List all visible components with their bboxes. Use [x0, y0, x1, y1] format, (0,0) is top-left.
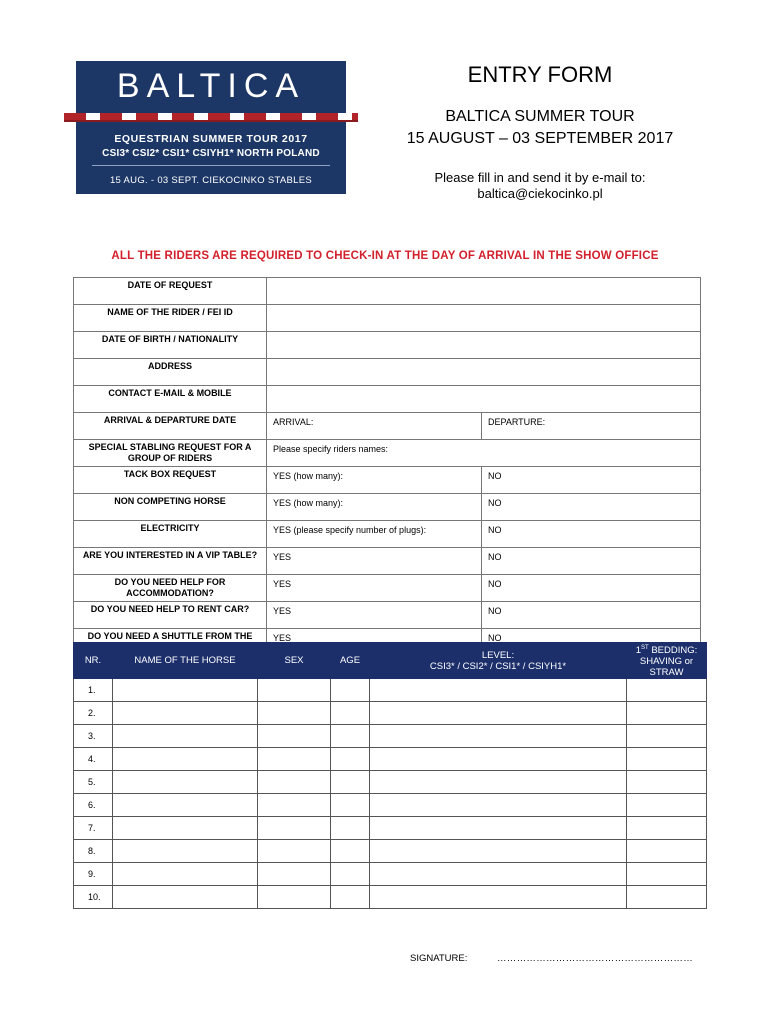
horse-row-number: 7. — [74, 817, 113, 840]
info-row — [74, 278, 701, 305]
info-row-label: DO YOU NEED A SHUTTLE FROM THE — [74, 629, 267, 656]
horse-sex-cell[interactable] — [258, 679, 331, 702]
col-sex: SEX — [258, 643, 331, 679]
horse-age-cell[interactable] — [331, 863, 370, 886]
info-row-label: ADDRESS — [74, 359, 267, 386]
horse-bedding-cell[interactable] — [627, 863, 707, 886]
horse-row-number: 5. — [74, 771, 113, 794]
col-level-line-2: CSI3* / CSI2* / CSI1* / CSIYH1* — [429, 660, 567, 672]
horse-row-number: 1. — [74, 679, 113, 702]
col-bedding-label: BEDDING: — [648, 645, 698, 657]
horse-name-cell[interactable] — [113, 725, 258, 748]
info-row-label: ARRIVAL & DEPARTURE DATE — [74, 413, 267, 440]
horse-bedding-cell[interactable] — [627, 679, 707, 702]
horse-sex-cell[interactable] — [258, 771, 331, 794]
horse-level-cell[interactable] — [370, 725, 627, 748]
logo-divider — [92, 165, 330, 166]
horse-bedding-cell[interactable] — [627, 817, 707, 840]
horse-name-cell[interactable] — [113, 886, 258, 909]
info-row-label: DO YOU NEED HELP TO RENT CAR? — [74, 602, 267, 629]
horse-level-cell[interactable] — [370, 748, 627, 771]
horse-name-cell[interactable] — [113, 702, 258, 725]
info-row-option-a[interactable]: YES — [267, 629, 482, 656]
info-row-label: TACK BOX REQUEST — [74, 467, 267, 494]
horse-row — [74, 702, 707, 725]
info-row-label: CONTACT E-MAIL & MOBILE — [74, 386, 267, 413]
horse-name-cell[interactable] — [113, 679, 258, 702]
horse-level-cell[interactable] — [370, 817, 627, 840]
info-row-input[interactable] — [267, 305, 701, 332]
check-in-notice: ALL THE RIDERS ARE REQUIRED TO CHECK-IN AT THE DAY OF ARRIVAL IN THE SHOW OFFICE — [111, 250, 659, 262]
horse-name-cell[interactable] — [113, 794, 258, 817]
col-bedding-line-2: SHAVING or — [639, 656, 694, 668]
horse-name-cell[interactable] — [113, 863, 258, 886]
rider-info-table — [73, 277, 701, 656]
tour-name: BALTICA SUMMER TOUR — [445, 108, 635, 125]
form-title: ENTRY FORM — [467, 62, 613, 87]
horse-bedding-cell[interactable] — [627, 886, 707, 909]
info-row-label: SPECIAL STABLING REQUEST FOR A GROUP OF RIDERS — [74, 440, 267, 467]
horses-header-row — [74, 643, 707, 679]
info-row-option-b[interactable]: NO — [482, 602, 701, 629]
info-row-option-a[interactable]: YES (how many): — [267, 494, 482, 521]
horse-sex-cell[interactable] — [258, 748, 331, 771]
horse-age-cell[interactable] — [331, 794, 370, 817]
info-row-option-a[interactable]: ARRIVAL: — [267, 413, 482, 440]
horse-row-number: 10. — [74, 886, 113, 909]
horse-age-cell[interactable] — [331, 817, 370, 840]
horse-row — [74, 679, 707, 702]
horse-name-cell[interactable] — [113, 817, 258, 840]
horse-age-cell[interactable] — [331, 725, 370, 748]
info-row — [74, 359, 701, 386]
info-row — [74, 575, 701, 602]
col-age: AGE — [331, 643, 370, 679]
horse-level-cell[interactable] — [370, 702, 627, 725]
horse-level-cell[interactable] — [370, 886, 627, 909]
info-row-option-a[interactable]: YES (how many): — [267, 467, 482, 494]
horse-row-number: 8. — [74, 840, 113, 863]
horse-level-cell[interactable] — [370, 863, 627, 886]
col-bedding-num: 1 — [635, 645, 642, 657]
horse-row-number: 2. — [74, 702, 113, 725]
horse-bedding-cell[interactable] — [627, 702, 707, 725]
horse-bedding-cell[interactable] — [627, 771, 707, 794]
info-row-label: NAME OF THE RIDER / FEI ID — [74, 305, 267, 332]
info-row-input[interactable] — [267, 332, 701, 359]
horse-bedding-cell[interactable] — [627, 725, 707, 748]
info-row — [74, 602, 701, 629]
info-row-option-b[interactable]: NO — [482, 521, 701, 548]
info-row-option-a[interactable]: YES — [267, 602, 482, 629]
info-row-input[interactable] — [267, 278, 701, 305]
horse-row — [74, 863, 707, 886]
horse-level-cell[interactable] — [370, 840, 627, 863]
instruction-text: Please fill in and send it by e-mail to: — [434, 170, 646, 185]
horse-row-number: 6. — [74, 794, 113, 817]
logo-line-2: CSI3* CSI2* CSI1* CSIYH1* NORTH POLAND — [102, 148, 320, 159]
horse-row — [74, 886, 707, 909]
horse-level-cell[interactable] — [370, 771, 627, 794]
info-row-label: NON COMPETING HORSE — [74, 494, 267, 521]
tour-dates: 15 AUGUST – 03 SEPTEMBER 2017 — [406, 130, 674, 147]
baltica-logo — [76, 61, 346, 194]
info-row-option-b[interactable]: NO — [482, 467, 701, 494]
horse-age-cell[interactable] — [331, 679, 370, 702]
horse-bedding-cell[interactable] — [627, 794, 707, 817]
horse-row-number: 3. — [74, 725, 113, 748]
horse-row-number: 4. — [74, 748, 113, 771]
horse-row-number: 9. — [74, 863, 113, 886]
col-horse-name: NAME OF THE HORSE — [113, 643, 258, 679]
horse-name-cell[interactable] — [113, 771, 258, 794]
info-row — [74, 332, 701, 359]
info-row-option-b[interactable]: NO — [482, 548, 701, 575]
horse-sex-cell[interactable] — [258, 863, 331, 886]
signature-label: SIGNATURE: — [410, 953, 468, 964]
info-row — [74, 413, 701, 440]
info-row — [74, 548, 701, 575]
info-row-option-b[interactable]: NO — [482, 494, 701, 521]
logo-wordmark: BALTICA — [116, 67, 306, 105]
info-row-label: DATE OF REQUEST — [74, 278, 267, 305]
horse-sex-cell[interactable] — [258, 886, 331, 909]
col-bedding — [627, 643, 707, 679]
horse-age-cell[interactable] — [331, 771, 370, 794]
horse-row — [74, 725, 707, 748]
horse-bedding-cell[interactable] — [627, 748, 707, 771]
info-row — [74, 467, 701, 494]
info-row — [74, 440, 701, 467]
info-row-label: ELECTRICITY — [74, 521, 267, 548]
horse-row — [74, 794, 707, 817]
horse-row — [74, 771, 707, 794]
horse-level-cell[interactable] — [370, 794, 627, 817]
horse-sex-cell[interactable] — [258, 702, 331, 725]
horse-level-cell[interactable] — [370, 679, 627, 702]
info-row-input[interactable] — [267, 386, 701, 413]
info-row — [74, 386, 701, 413]
info-row-input[interactable]: Please specify riders names: — [267, 440, 701, 467]
info-row-input[interactable] — [267, 359, 701, 386]
col-bedding-line-3: STRAW — [649, 667, 684, 679]
info-row-label: ARE YOU INTERESTED IN A VIP TABLE? — [74, 548, 267, 575]
horse-name-cell[interactable] — [113, 840, 258, 863]
info-row-option-b[interactable]: DEPARTURE: — [482, 413, 701, 440]
col-bedding-sup: ST — [641, 645, 649, 651]
col-level-line-1: LEVEL: — [481, 649, 515, 661]
info-row-option-a[interactable]: YES — [267, 575, 482, 602]
horse-sex-cell[interactable] — [258, 794, 331, 817]
logo-line-1: EQUESTRIAN SUMMER TOUR 2017 — [114, 133, 308, 145]
info-row-label: DATE OF BIRTH / NATIONALITY — [74, 332, 267, 359]
info-row — [74, 494, 701, 521]
info-row-option-a[interactable]: YES (please specify number of plugs): — [267, 521, 482, 548]
horse-age-cell[interactable] — [331, 886, 370, 909]
horse-sex-cell[interactable] — [258, 840, 331, 863]
logo-pole-shadow — [64, 120, 358, 122]
info-row-option-a[interactable]: YES — [267, 548, 482, 575]
logo-line-3: 15 AUG. - 03 SEPT. CIEKOCINKO STABLES — [109, 175, 313, 186]
info-row — [74, 305, 701, 332]
col-nr: NR. — [74, 643, 113, 679]
horse-row — [74, 817, 707, 840]
signature-line[interactable]: …………………………………………………… — [497, 953, 693, 964]
info-row-option-b[interactable]: NO — [482, 575, 701, 602]
horse-row — [74, 748, 707, 771]
horses-table — [73, 642, 707, 909]
horse-name-cell[interactable] — [113, 748, 258, 771]
horse-row — [74, 840, 707, 863]
horse-sex-cell[interactable] — [258, 817, 331, 840]
logo-pole-bar — [64, 113, 358, 120]
contact-email[interactable]: baltica@ciekocinko.pl — [477, 186, 603, 201]
horse-age-cell[interactable] — [331, 748, 370, 771]
horse-age-cell[interactable] — [331, 840, 370, 863]
info-row-option-b[interactable]: NO — [482, 629, 701, 656]
horse-bedding-cell[interactable] — [627, 840, 707, 863]
horse-sex-cell[interactable] — [258, 725, 331, 748]
col-level — [370, 643, 627, 679]
info-row — [74, 521, 701, 548]
info-row-label: DO YOU NEED HELP FOR ACCOMMODATION? — [74, 575, 267, 602]
horse-age-cell[interactable] — [331, 702, 370, 725]
